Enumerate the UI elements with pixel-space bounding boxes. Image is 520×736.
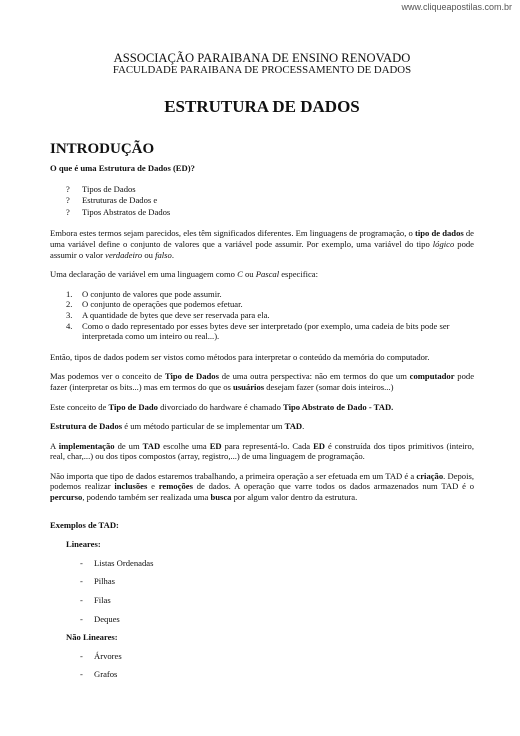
question: O que é uma Estrutura de Dados (ED)? bbox=[50, 163, 195, 173]
document-body bbox=[50, 163, 474, 688]
paragraph-perspective: Mas podemos ver o conceito de Tipo de Dados de uma outra perspectiva: não em termos do que um computador pode fazer (interpretar os bits...) mas em termos do que os usuários desejam fazer (somar dois inteiros...) bbox=[50, 371, 475, 392]
paragraph-tad: Este conceito de Tipo de Dado divorciado do hardware é chamado Tipo Abstrato de Dado - TAD. bbox=[50, 401, 394, 412]
list-item: - Árvores bbox=[80, 650, 122, 661]
paragraph-types: Embora estes termos sejam parecidos, eles têm significados diferentes. Em linguagens de programação, o tipo de dados de uma variável define o conjunto de valores que a variável pode assumir. Por exemplo, uma variável do tipo lógico pode assumir o valor verdadeiro ou falso. bbox=[50, 228, 474, 260]
paragraph-declaration: Uma declaração de variável em uma linguagem como C ou Pascal especifica: bbox=[50, 269, 318, 280]
nonlinear-heading: Não Lineares: bbox=[66, 632, 118, 643]
examples-heading: Exemplos de TAD: bbox=[50, 519, 119, 530]
list-item: 1. O conjunto de valores que pode assumir. bbox=[66, 288, 222, 299]
list-item: - Filas bbox=[80, 595, 111, 606]
list-item: 3. A quantidade de bytes que deve ser reservada para ela. bbox=[66, 309, 270, 320]
list-item: 2. O conjunto de operações que podemos efetuar. bbox=[66, 299, 243, 310]
list-item: - Pilhas bbox=[80, 576, 116, 587]
topic-list bbox=[50, 184, 474, 218]
list-item: - Listas Ordenadas bbox=[80, 557, 154, 568]
list-item: - Deques bbox=[80, 613, 120, 624]
question-mark-bullet: ? bbox=[66, 195, 70, 206]
linear-list bbox=[50, 558, 474, 624]
list-item: ? Tipos de Dados bbox=[66, 183, 136, 194]
linear-heading: Lineares: bbox=[66, 539, 101, 550]
faculty-name: FACULDADE PARAIBANA DE PROCESSAMENTO DE DADOS bbox=[112, 64, 412, 76]
specification-list bbox=[50, 289, 474, 342]
list-item: 4. Como o dado representado por esses bytes deve ser interpretado (por exemplo, uma cadeia de bits pode ser interpretada como um inteiro ou real...). bbox=[66, 320, 450, 342]
document-title: ESTRUTURA DE DADOS bbox=[164, 97, 360, 116]
list-item: - Grafos bbox=[80, 669, 118, 680]
paragraph-ed: Estrutura de Dados é um método particular de se implementar um TAD. bbox=[50, 421, 305, 432]
question-mark-bullet: ? bbox=[66, 206, 70, 217]
paragraph-operations: Não importa que tipo de dados estaremos trabalhando, a primeira operação a ser efetuada em um TAD é a criação. Depois, podemos realizar inclusões e remoções de dados. A operação que varre todos os dados armazenados num TAD é o percurso, podendo também ser realizada uma busca por algum valor dentro da estrutura. bbox=[50, 470, 474, 503]
list-item: ? Estruturas de Dados e bbox=[66, 195, 158, 206]
nonlinear-list bbox=[50, 651, 474, 680]
list-item: ? Tipos Abstratos de Dados bbox=[66, 206, 171, 217]
paragraph-implementation: A implementação de um TAD escolhe uma ED para representá-lo. Cada ED é construída dos tipos primitivos (inteiro, real, char,...) ou dos tipos compostos (array, registro,...) de uma linguagem de programação. bbox=[50, 440, 474, 462]
institution-name: ASSOCIAÇÃO PARAIBANA DE ENSINO RENOVADO bbox=[113, 51, 411, 65]
paragraph-interpretation: Então, tipos de dados podem ser vistos como métodos para interpretar o conteúdo da memória do computador. bbox=[50, 351, 430, 362]
section-heading: INTRODUÇÃO bbox=[50, 141, 155, 157]
watermark[interactable]: www.cliqueapostilas.com.br bbox=[401, 2, 512, 12]
question-mark-bullet: ? bbox=[66, 183, 70, 194]
